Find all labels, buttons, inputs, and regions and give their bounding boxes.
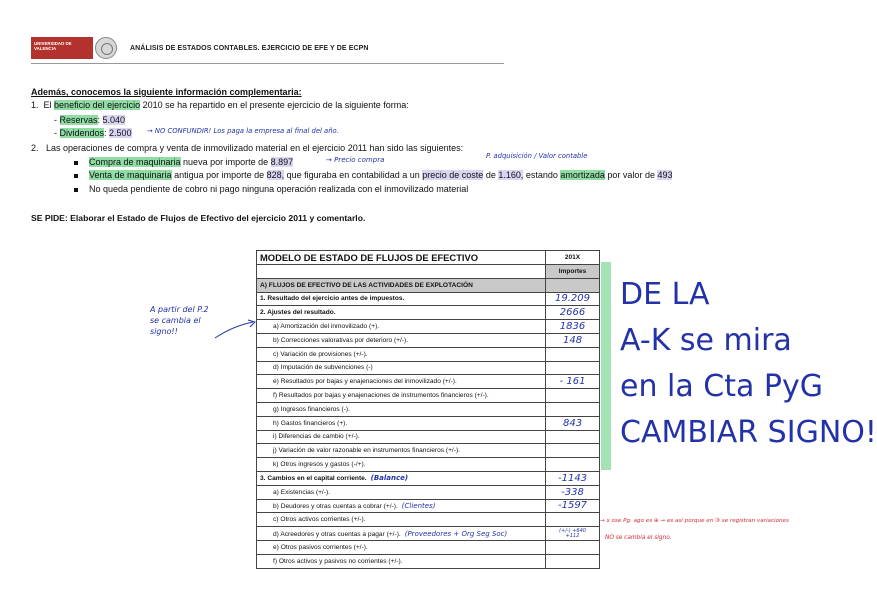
row-label: k) Otros ingresos y gastos (-/+).	[273, 461, 366, 469]
row-value-cell	[546, 333, 600, 347]
table-row	[257, 513, 600, 527]
item-1-pre: El	[43, 100, 55, 110]
item-1-number: 1.	[31, 100, 39, 110]
big-note-line-2: A-K se mira	[620, 323, 792, 358]
compra-mid: nueva por importe de	[180, 157, 271, 167]
table-row	[257, 416, 600, 430]
university-logo	[31, 37, 119, 59]
dividendos-value: 2.500	[109, 128, 132, 138]
precio-compra-note: → Precio compra	[326, 156, 385, 164]
left-note-line-1: A partir del P.2	[150, 305, 209, 314]
big-note-line-4: CAMBIAR SIGNO!	[620, 415, 877, 450]
row-value-cell	[546, 320, 600, 334]
row-value-cell	[546, 485, 600, 499]
table-row	[257, 485, 600, 499]
row-label-cell	[257, 499, 546, 513]
table-row	[257, 375, 600, 389]
se-pide-label: SE PIDE:	[31, 213, 68, 223]
venta-e: por valor de	[604, 170, 658, 180]
row-label: b) Correcciones valorativas por deterioro (+/-).	[273, 336, 409, 344]
row-value: -338	[561, 486, 584, 498]
big-handwritten-note	[620, 272, 877, 456]
amortizacion-value: 493	[657, 170, 673, 180]
table-row	[257, 402, 600, 416]
table-row	[257, 361, 600, 375]
row-handwritten-note: (Proveedores + Org Seg Soc)	[404, 529, 508, 538]
compra-highlight: Compra de maquinaria	[89, 157, 181, 167]
table-row	[257, 540, 600, 554]
amortizada-highlight: amortizada	[560, 170, 605, 180]
table-row	[257, 430, 600, 444]
row-value: -1143	[557, 472, 588, 484]
row-label: a) Existencias (+/-).	[273, 488, 330, 496]
row-handwritten-note: (Balance)	[370, 474, 409, 483]
row-label: e) Resultados por bajas y enajenaciones del inmovilizado (+/-).	[273, 378, 457, 386]
row-label-cell	[257, 292, 546, 306]
venta-d: estando	[523, 170, 561, 180]
row-label-cell	[257, 430, 546, 444]
row-label-cell	[257, 471, 546, 485]
green-highlight-strip	[601, 262, 611, 470]
bullet-venta	[74, 169, 672, 181]
seal-icon	[95, 37, 117, 59]
se-pide-text: Elaborar el Estado de Flujos de Efectivo del ejercicio 2011 y comentarlo.	[67, 213, 366, 223]
document-title: ANÁLISIS DE ESTADOS CONTABLES. EJERCICIO DE EFE Y DE ECPN	[130, 45, 369, 52]
dividendos-label: Dividendos	[59, 128, 105, 138]
table-row	[257, 320, 600, 334]
red-note-line-2: NO se cambia el signo.	[605, 535, 672, 541]
row-value-cell	[546, 513, 600, 527]
row-value-cell	[546, 458, 600, 472]
row-label-cell	[257, 527, 546, 541]
left-note-line-3: signo!!	[150, 327, 178, 336]
bullet-marker	[74, 161, 78, 165]
compra-value: 8.897	[270, 157, 294, 167]
row-label: d) Imputación de subvenciones (-)	[273, 364, 373, 372]
table-row	[257, 444, 600, 458]
row-value-cell	[546, 527, 600, 541]
row-label: i) Diferencias de cambio (+/-).	[273, 433, 360, 441]
row-label: j) Variación de valor razonable en instrumentos financieros (+/-).	[273, 447, 460, 455]
row-value-small: +112	[565, 532, 580, 539]
logo-wordmark: UNIVERSIDAD DE VALENCIA	[31, 37, 93, 59]
reservas-line: - Reservas: 5.040	[54, 115, 126, 125]
row-value-cell	[546, 375, 600, 389]
table-title-row	[257, 251, 600, 265]
row-label-cell	[257, 361, 546, 375]
row-value-cell	[546, 540, 600, 554]
row-label: c) Variación de provisiones (+/-).	[273, 350, 368, 358]
row-label-cell	[257, 333, 546, 347]
beneficio-highlight: beneficio del ejercicio	[54, 100, 141, 110]
row-label-cell	[257, 278, 546, 292]
row-label: f) Otros activos y pasivos no corrientes (+/-).	[273, 557, 403, 565]
item-1	[31, 99, 409, 111]
table-row	[257, 278, 600, 292]
item-2	[31, 142, 463, 154]
row-label-cell	[257, 416, 546, 430]
row-label: d) Acreedores y otras cuentas a pagar (+/-).	[273, 530, 401, 538]
row-label: b) Deudores y otras cuentas a cobrar (+/-).	[273, 502, 398, 510]
row-label: g) Ingresos financieros (-).	[273, 405, 350, 413]
dividendos-line: - Dividendos: 2.500	[54, 128, 132, 138]
row-label: 1. Resultado del ejercicio antes de impuestos.	[260, 295, 405, 303]
row-label-cell	[257, 389, 546, 403]
adquisicion-handwritten-note: P. adquisición / Valor contable	[486, 152, 588, 160]
reservas-label: Reservas	[59, 115, 98, 125]
left-note-line-2: se cambia el	[150, 316, 201, 325]
row-label-cell	[257, 320, 546, 334]
row-value: -1597	[557, 500, 588, 512]
row-value-cell	[546, 499, 600, 513]
big-note-line-3: en la Cta PyG	[620, 369, 823, 404]
bullet-pendiente	[74, 183, 468, 195]
row-value: 148	[562, 334, 583, 346]
table-importes-header: Importes	[546, 265, 600, 279]
row-value: - 161	[559, 376, 586, 388]
row-label-cell	[257, 347, 546, 361]
row-label-cell	[257, 554, 546, 568]
row-label: 2. Ajustes del resultado.	[260, 309, 336, 317]
item-1-post: 2010 se ha repartido en el presente ejercicio de la siguiente forma:	[140, 100, 409, 110]
row-label-cell	[257, 458, 546, 472]
venta-c: de	[483, 170, 499, 180]
venta-b: que figuraba en contabilidad a un	[284, 170, 423, 180]
row-value-cell	[546, 402, 600, 416]
row-label-cell	[257, 513, 546, 527]
row-label: A) FLUJOS DE EFECTIVO DE LAS ACTIVIDADES DE EXPLOTACIÓN	[260, 281, 473, 289]
bullet-marker	[74, 188, 78, 192]
row-value-cell	[546, 306, 600, 320]
row-handwritten-note: (Clientes)	[401, 501, 436, 510]
row-value-cell	[546, 347, 600, 361]
table-row	[257, 333, 600, 347]
table-row	[257, 306, 600, 320]
row-label-cell	[257, 485, 546, 499]
venta-value: 828,	[266, 170, 285, 180]
row-value-cell	[546, 278, 600, 292]
info-heading: Además, conocemos la siguiente información complementaria:	[31, 87, 302, 97]
row-label-cell	[257, 540, 546, 554]
table-row	[257, 458, 600, 472]
venta-a: antigua por importe de	[171, 170, 267, 180]
table-year: 201X	[546, 251, 600, 265]
dividendos-handwritten-note: → NO CONFUNDIR! Los paga la empresa al final del año.	[147, 127, 339, 135]
left-margin-note	[150, 304, 209, 337]
row-value-cell	[546, 444, 600, 458]
row-value: 1836	[559, 321, 586, 333]
table-row	[257, 347, 600, 361]
row-value-small: (+/-) +640	[559, 527, 586, 534]
row-label-cell	[257, 306, 546, 320]
precio-coste-highlight: precio de coste	[422, 170, 484, 180]
row-value-cell	[546, 416, 600, 430]
bullet-compra	[74, 156, 293, 168]
table-row	[257, 499, 600, 513]
table-subheader-row	[257, 265, 600, 279]
table-title: MODELO DE ESTADO DE FLUJOS DE EFECTIVO	[257, 251, 546, 265]
row-value: 19.209	[555, 293, 591, 305]
row-label: e) Otros pasivos corrientes (+/-).	[273, 543, 368, 551]
row-label-cell	[257, 402, 546, 416]
reservas-value: 5.040	[102, 115, 126, 125]
red-note-line-1: → x ose Pg. ago es ⊕ → es así porque en ③ se registran variaciones	[600, 518, 789, 524]
row-label-cell	[257, 444, 546, 458]
row-label-cell	[257, 375, 546, 389]
header-divider	[31, 63, 504, 64]
table-row	[257, 292, 600, 306]
bullet-marker	[74, 174, 78, 178]
row-value-cell	[546, 389, 600, 403]
row-value-cell	[546, 292, 600, 306]
pendiente-text: No queda pendiente de cobro ni pago ninguna operación realizada con el inmovilizado material	[89, 184, 469, 194]
row-label: 3. Cambios en el capital corriente.	[260, 475, 367, 483]
table-row	[257, 527, 600, 541]
table-row	[257, 471, 600, 485]
row-label: c) Otros activos corrientes (+/-).	[273, 516, 366, 524]
row-value: 843	[562, 417, 583, 429]
row-value-cell	[546, 430, 600, 444]
cash-flow-table	[256, 250, 600, 569]
venta-highlight: Venta de maquinaria	[89, 170, 172, 180]
item-2-text: Las operaciones de compra y venta de inmovilizado material en el ejercicio 2011 han sido las siguientes:	[46, 143, 464, 153]
row-value-cell	[546, 361, 600, 375]
row-label: a) Amortización del inmovilizado (+).	[273, 323, 380, 331]
row-label: f) Resultados por bajas y enajenaciones de instrumentos financieros (+/-).	[273, 392, 489, 400]
row-value-cell	[546, 471, 600, 485]
arrow-icon	[213, 318, 259, 342]
item-2-number: 2.	[31, 143, 39, 153]
row-value-cell	[546, 554, 600, 568]
table-row	[257, 389, 600, 403]
se-pide	[31, 212, 365, 224]
row-label: h) Gastos financieros (+).	[273, 419, 348, 427]
table-row	[257, 554, 600, 568]
row-value: 2666	[559, 307, 586, 319]
big-note-line-1: DE LA	[620, 277, 710, 312]
coste-value: 1.160,	[498, 170, 524, 180]
table-empty-cell	[257, 265, 546, 279]
